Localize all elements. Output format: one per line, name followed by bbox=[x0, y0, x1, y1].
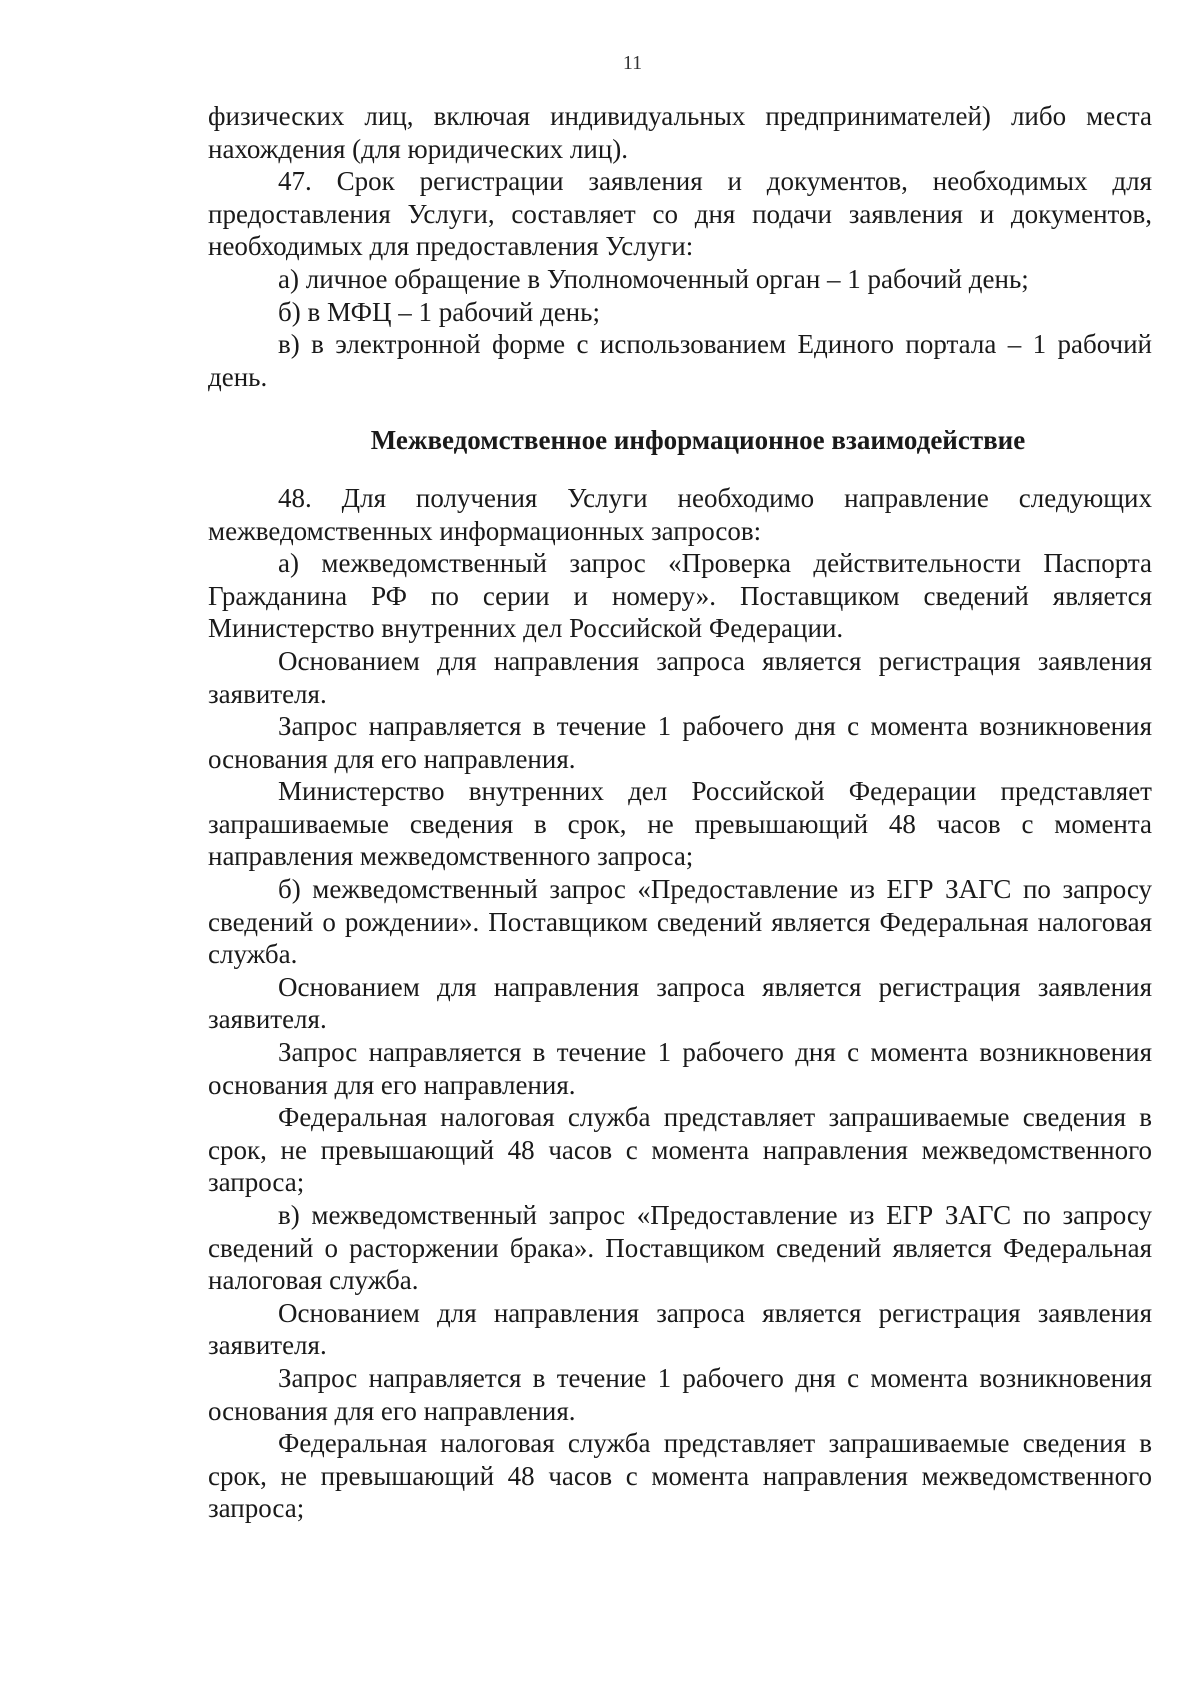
request-v-response: Федеральная налоговая служба представляет запрашиваемые сведения в срок, не превышающий 48 часов с момента направления межведомственного запроса; bbox=[208, 1428, 1152, 1524]
list-item-a: а) личное обращение в Уполномоченный орган – 1 рабочий день; bbox=[278, 263, 1029, 294]
paragraph-item-48: 48. Для получения Услуги необходимо направление следующих межведомственных информационных запросов: bbox=[208, 482, 1152, 546]
page-number: 11 bbox=[622, 52, 643, 74]
request-a-timing: Запрос направляется в течение 1 рабочего дня с момента возникновения основания для его направления. bbox=[208, 711, 1152, 774]
request-a-response: Министерство внутренних дел Российской Федерации представляет запрашиваемые сведения в срок, не превышающий 48 часов с момента направления межведомственного запроса; bbox=[208, 776, 1152, 872]
paragraph-item-47: 47. Срок регистрации заявления и документов, необходимых для предоставления Услуги, составляет со дня подачи заявления и документов, необходимых для предоставления Услуги: bbox=[208, 166, 1152, 262]
request-v-timing: Запрос направляется в течение 1 рабочего дня с момента возникновения основания для его направления. bbox=[208, 1362, 1152, 1426]
request-v: в) межведомственный запрос «Предоставление из ЕГР ЗАГС по запросу сведений о расторжении брака». Поставщиком сведений является Федеральная налоговая служба. bbox=[208, 1200, 1152, 1296]
list-item-v: в) в электронной форме с использованием Единого портала – 1 рабочий день. bbox=[208, 329, 1152, 392]
request-b: б) межведомственный запрос «Предоставление из ЕГР ЗАГС по запросу сведений о рождении». Поставщиком сведений является Федеральная налоговая служба. bbox=[208, 874, 1152, 970]
request-a-basis: Основанием для направления запроса является регистрация заявления заявителя. bbox=[208, 645, 1152, 709]
list-item-b: б) в МФЦ – 1 рабочий день; bbox=[278, 296, 600, 327]
request-b-basis: Основанием для направления запроса является регистрация заявления заявителя. bbox=[208, 971, 1152, 1035]
request-b-response: Федеральная налоговая служба представляет запрашиваемые сведения в срок, не превышающий 48 часов с момента направления межведомственного запроса; bbox=[208, 1102, 1152, 1198]
request-v-basis: Основанием для направления запроса является регистрация заявления заявителя. bbox=[208, 1297, 1152, 1361]
document-body bbox=[208, 100, 1152, 1525]
paragraph-continuation: физических лиц, включая индивидуальных предпринимателей) либо места нахождения (для юридических лиц). bbox=[208, 101, 1152, 164]
request-a: а) межведомственный запрос «Проверка действительности Паспорта Гражданина РФ по серии и номеру». Поставщиком сведений является Министерство внутренних дел Российской Федерации. bbox=[208, 548, 1152, 644]
section-heading: Межведомственное информационное взаимодействие bbox=[370, 425, 1026, 456]
request-b-timing: Запрос направляется в течение 1 рабочего дня с момента возникновения основания для его направления. bbox=[208, 1037, 1152, 1100]
